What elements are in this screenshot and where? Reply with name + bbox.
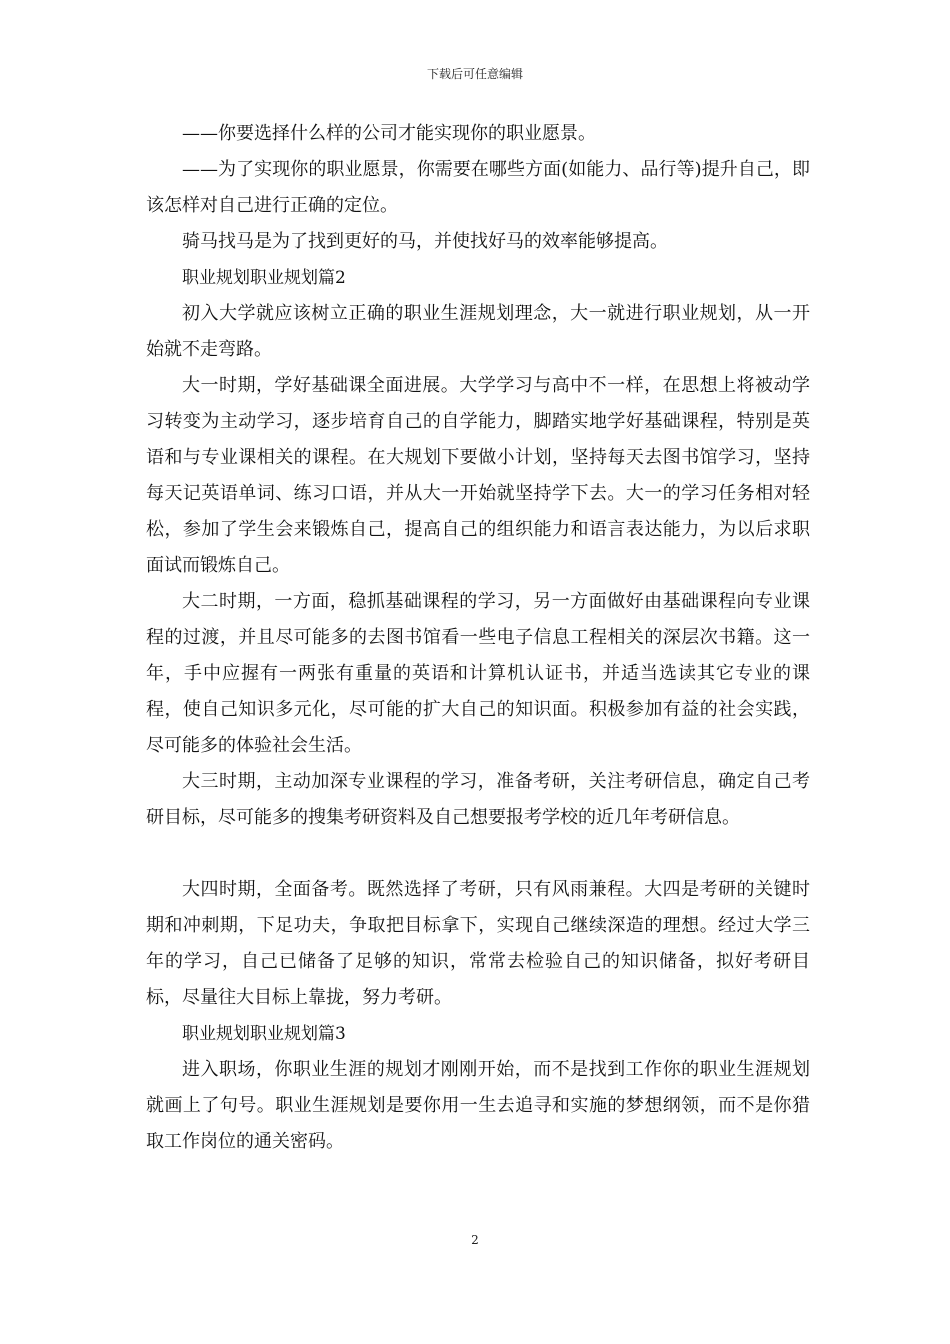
paragraph-self-positioning: ——为了实现你的职业愿景，你需要在哪些方面(如能力、品行等)提升自己，即该怎样对自己进行正确的定位。: [146, 159, 810, 216]
document-body: [146, 116, 810, 1160]
paragraph-university-start: 初入大学就应该树立正确的职业生涯规划理念，大一就进行职业规划，从一开始就不走弯路。: [146, 303, 810, 360]
paragraph-gap: [146, 836, 810, 872]
page-header: 下载后可任意编辑: [426, 67, 523, 81]
paragraph-horse-metaphor: 骑马找马是为了找到更好的马，并使找好马的效率能够提高。: [182, 231, 668, 252]
paragraph-senior-year: 大四时期，全面备考。既然选择了考研，只有风雨兼程。大四是考研的关键时期和冲刺期，下足功夫，争取把目标拿下，实现自己继续深造的理想。经过大学三年的学习，自己已储备了足够的知识，常常去检验自己的知识储备，拟好考研目标，尽量往大目标上靠拢，努力考研。: [146, 879, 810, 1008]
paragraph-sophomore-year: 大二时期，一方面，稳抓基础课程的学习，另一方面做好由基础课程向专业课程的过渡，并且尽可能多的去图书馆看一些电子信息工程相关的深层次书籍。这一年，手中应握有一两张有重量的英语和计算机认证书，并适当选读其它专业的课程，使自己知识多元化，尽可能的扩大自己的知识面。积极参加有益的社会实践，尽可能多的体验社会生活。: [146, 591, 810, 756]
paragraph-company-choice: ——你要选择什么样的公司才能实现你的职业愿景。: [182, 123, 596, 144]
section-title-2: 职业规划职业规划篇2: [182, 268, 346, 288]
paragraph-freshman-year: 大一时期，学好基础课全面进展。大学学习与高中不一样，在思想上将被动学习转变为主动学习，逐步培育自己的自学能力，脚踏实地学好基础课程，特别是英语和与专业课相关的课程。在大规划下要做小计划，坚持每天去图书馆学习，坚持每天记英语单词、练习口语，并从大一开始就坚持学下去。大一的学习任务相对轻松，参加了学生会来锻炼自己，提高自己的组织能力和语言表达能力，为以后求职面试而锻炼自己。: [146, 375, 810, 576]
paragraph-junior-year: 大三时期，主动加深专业课程的学习，准备考研，关注考研信息，确定自己考研目标，尽可能多的搜集考研资料及自己想要报考学校的近几年考研信息。: [146, 771, 810, 828]
section-title-3: 职业规划职业规划篇3: [182, 1024, 346, 1044]
page-number: 2: [471, 1233, 479, 1247]
paragraph-career-entry: 进入职场，你职业生涯的规划才刚刚开始，而不是找到工作你的职业生涯规划就画上了句号。职业生涯规划是要你用一生去追寻和实施的梦想纲领，而不是你猎取工作岗位的通关密码。: [146, 1059, 810, 1152]
